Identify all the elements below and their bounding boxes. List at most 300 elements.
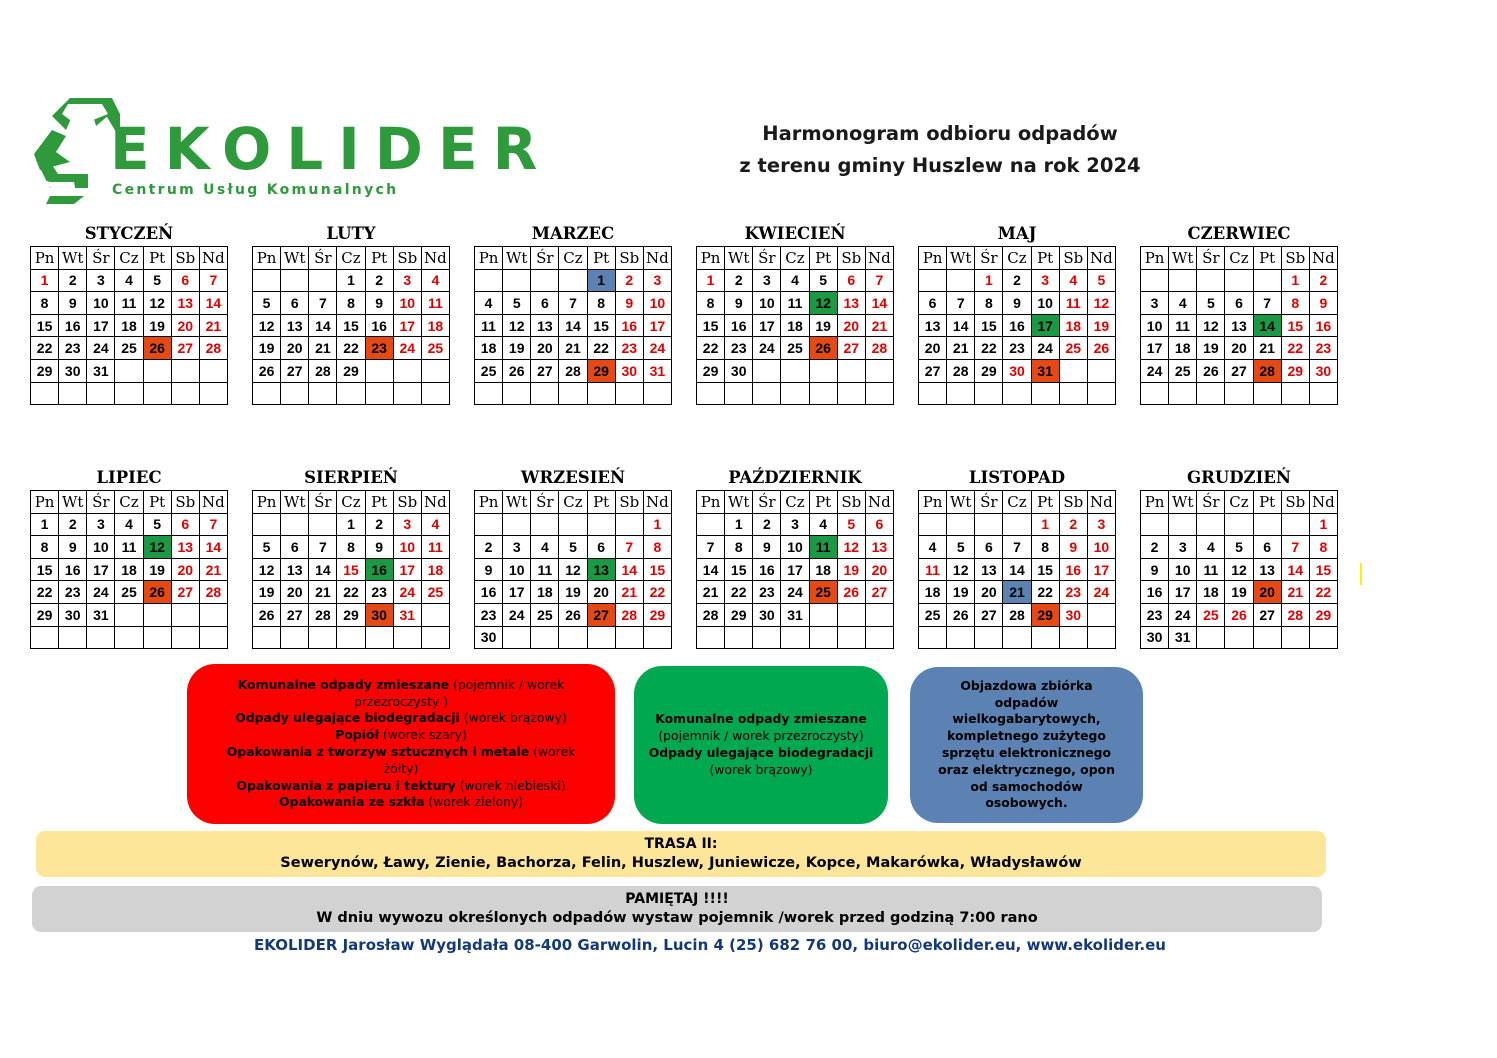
day-cell: 26 (143, 337, 171, 360)
day-cell: 20 (1253, 581, 1281, 604)
day-cell: 14 (199, 292, 227, 315)
empty-day-cell (1169, 269, 1197, 292)
weekday-header: Pn (1141, 491, 1169, 514)
empty-day-cell (559, 269, 587, 292)
empty-day-cell (1059, 359, 1087, 382)
day-cell: 24 (1087, 581, 1115, 604)
day-cell: 26 (947, 603, 975, 626)
weekday-header: Śr (1197, 247, 1225, 270)
weekday-header: Sb (393, 491, 421, 514)
day-cell: 25 (1169, 359, 1197, 382)
weekday-header: Cz (559, 247, 587, 270)
day-cell: 12 (253, 558, 281, 581)
day-cell: 12 (809, 292, 837, 315)
weekday-header: Wt (947, 247, 975, 270)
week-row (31, 603, 228, 626)
day-cell: 12 (947, 558, 975, 581)
day-cell: 6 (281, 536, 309, 559)
day-cell: 24 (87, 581, 115, 604)
empty-day-cell (115, 359, 143, 382)
day-cell: 11 (919, 558, 947, 581)
container-type: (pojemnik / worek przezroczysty ) (353, 676, 565, 709)
weekday-header: Pt (365, 491, 393, 514)
day-cell: 24 (1031, 337, 1059, 360)
day-cell: 12 (503, 314, 531, 337)
day-cell: 22 (975, 337, 1003, 360)
day-cell: 20 (281, 337, 309, 360)
day-cell: 17 (1141, 337, 1169, 360)
day-cell: 19 (253, 337, 281, 360)
day-cell: 26 (837, 581, 865, 604)
day-cell: 17 (643, 314, 671, 337)
day-cell: 28 (865, 337, 893, 360)
day-cell: 7 (309, 292, 337, 315)
legend-line (648, 745, 874, 779)
container-type: (pojemnik / worek przezroczysty) (658, 728, 864, 744)
day-cell: 28 (199, 581, 227, 604)
day-cell: 29 (697, 359, 725, 382)
month-table (252, 246, 450, 405)
day-cell: 1 (725, 513, 753, 536)
day-cell: 8 (31, 536, 59, 559)
weekday-header: Cz (781, 247, 809, 270)
day-cell: 21 (1281, 581, 1309, 604)
day-cell: 24 (393, 581, 421, 604)
day-cell: 5 (143, 513, 171, 536)
week-row (253, 536, 450, 559)
day-cell: 8 (1281, 292, 1309, 315)
empty-day-cell (781, 626, 809, 649)
day-cell: 22 (31, 581, 59, 604)
week-row (697, 626, 894, 649)
weekday-header: Wt (59, 491, 87, 514)
day-cell: 4 (115, 513, 143, 536)
week-row (919, 337, 1116, 360)
legend-line (217, 794, 585, 811)
day-cell: 23 (365, 581, 393, 604)
empty-day-cell (503, 513, 531, 536)
day-cell: 21 (1003, 581, 1031, 604)
container-type: (worek szary) (378, 727, 467, 743)
day-cell: 12 (1087, 292, 1115, 315)
empty-day-cell (947, 382, 975, 405)
week-row (919, 626, 1116, 649)
day-cell: 25 (531, 603, 559, 626)
empty-day-cell (1003, 626, 1031, 649)
month-name: WRZESIEŃ (520, 468, 626, 487)
day-cell: 15 (1031, 558, 1059, 581)
day-cell: 2 (365, 269, 393, 292)
day-cell: 21 (199, 314, 227, 337)
empty-day-cell (199, 603, 227, 626)
empty-day-cell (1169, 382, 1197, 405)
weekday-header: Pn (475, 247, 503, 270)
empty-day-cell (1253, 382, 1281, 405)
day-cell: 19 (559, 581, 587, 604)
day-cell: 4 (421, 513, 449, 536)
weekday-header: Pn (1141, 247, 1169, 270)
empty-day-cell (393, 359, 421, 382)
week-row (31, 536, 228, 559)
day-cell: 8 (31, 292, 59, 315)
empty-day-cell (865, 382, 893, 405)
day-cell: 13 (171, 292, 199, 315)
day-cell: 23 (1059, 581, 1087, 604)
day-cell: 23 (753, 581, 781, 604)
day-cell: 26 (1087, 337, 1115, 360)
week-row (253, 382, 450, 405)
day-cell: 3 (393, 269, 421, 292)
day-cell: 21 (697, 581, 725, 604)
day-cell: 25 (781, 337, 809, 360)
week-row (697, 314, 894, 337)
empty-day-cell (309, 269, 337, 292)
empty-day-cell (1141, 513, 1169, 536)
day-cell: 3 (1087, 513, 1115, 536)
legend-line (217, 710, 585, 727)
day-cell: 28 (1281, 603, 1309, 626)
empty-day-cell (281, 626, 309, 649)
weekday-header: Pn (697, 247, 725, 270)
month-name: STYCZEŃ (84, 224, 174, 243)
empty-day-cell (1197, 269, 1225, 292)
month-table (252, 490, 450, 649)
day-cell: 7 (1281, 536, 1309, 559)
logo-subtitle: Centrum Usług Komunalnych (112, 182, 399, 198)
month-table (1140, 246, 1338, 405)
day-cell: 1 (587, 269, 615, 292)
empty-day-cell (1031, 626, 1059, 649)
company-contact-footer: EKOLIDER Jarosław Wyglądała 08-400 Garwolin, Lucin 4 (25) 682 76 00, biuro@ekolider.eu, www.ekolider.eu (254, 936, 1166, 954)
day-cell: 14 (697, 558, 725, 581)
day-cell: 13 (281, 314, 309, 337)
day-cell: 7 (199, 513, 227, 536)
weekday-header: Śr (87, 491, 115, 514)
day-cell: 23 (1141, 603, 1169, 626)
weekday-header: Cz (337, 491, 365, 514)
empty-day-cell (143, 603, 171, 626)
weekday-header: Wt (503, 247, 531, 270)
day-cell: 31 (87, 359, 115, 382)
weekday-header: Pn (31, 247, 59, 270)
weekday-header: Nd (199, 247, 227, 270)
day-cell: 10 (393, 536, 421, 559)
weekday-header-row (1141, 491, 1338, 514)
empty-day-cell (199, 626, 227, 649)
day-cell: 8 (337, 292, 365, 315)
empty-day-cell (475, 513, 503, 536)
day-cell: 27 (281, 359, 309, 382)
day-cell: 24 (393, 337, 421, 360)
weekday-header: Sb (393, 247, 421, 270)
empty-day-cell (421, 603, 449, 626)
day-cell: 21 (309, 337, 337, 360)
month-calendar (918, 223, 1116, 405)
day-cell: 19 (837, 558, 865, 581)
empty-day-cell (1309, 382, 1337, 405)
day-cell: 13 (171, 536, 199, 559)
empty-day-cell (503, 626, 531, 649)
empty-day-cell (503, 382, 531, 405)
empty-day-cell (253, 382, 281, 405)
month-calendar (696, 223, 894, 405)
month-calendar (252, 223, 450, 405)
weekday-header: Śr (531, 247, 559, 270)
day-cell: 19 (253, 581, 281, 604)
day-cell: 16 (753, 558, 781, 581)
empty-day-cell (1059, 382, 1087, 405)
day-cell: 30 (365, 603, 393, 626)
empty-day-cell (31, 382, 59, 405)
weekday-header-row (31, 247, 228, 270)
week-row (475, 603, 672, 626)
day-cell: 21 (309, 581, 337, 604)
weekday-header: Śr (753, 247, 781, 270)
weekday-header-row (253, 491, 450, 514)
day-cell: 15 (587, 314, 615, 337)
day-cell: 22 (1309, 581, 1337, 604)
day-cell: 1 (337, 269, 365, 292)
empty-day-cell (559, 626, 587, 649)
weekday-header: Nd (865, 491, 893, 514)
legend-line (217, 727, 585, 744)
day-cell: 11 (475, 314, 503, 337)
day-cell: 18 (809, 558, 837, 581)
empty-day-cell (115, 626, 143, 649)
empty-day-cell (337, 382, 365, 405)
empty-day-cell (421, 626, 449, 649)
day-cell: 2 (1059, 513, 1087, 536)
day-cell: 12 (559, 558, 587, 581)
day-cell: 29 (587, 359, 615, 382)
empty-day-cell (1253, 513, 1281, 536)
day-cell: 26 (559, 603, 587, 626)
month-table (918, 246, 1116, 405)
waste-type: Komunalne odpady zmieszane (237, 676, 450, 692)
week-row (1141, 513, 1338, 536)
day-cell: 4 (1169, 292, 1197, 315)
day-cell: 9 (365, 536, 393, 559)
day-cell: 5 (1197, 292, 1225, 315)
weekday-header: Nd (1309, 491, 1337, 514)
month-name: CZERWIEC (1187, 224, 1291, 243)
container-type: (worek zielony) (424, 794, 524, 810)
empty-day-cell (615, 382, 643, 405)
day-cell: 1 (1031, 513, 1059, 536)
day-cell: 23 (59, 581, 87, 604)
day-cell: 26 (253, 359, 281, 382)
weekday-header: Cz (1003, 491, 1031, 514)
day-cell: 8 (1309, 536, 1337, 559)
container-type: (worek brązowy) (459, 710, 567, 726)
day-cell: 5 (837, 513, 865, 536)
legend-mixed-and-bio (634, 666, 888, 824)
day-cell: 23 (725, 337, 753, 360)
empty-day-cell (837, 626, 865, 649)
empty-day-cell (337, 626, 365, 649)
day-cell: 6 (865, 513, 893, 536)
day-cell: 3 (753, 269, 781, 292)
route-title: TRASA II: (644, 836, 718, 852)
week-row (253, 558, 450, 581)
day-cell: 27 (531, 359, 559, 382)
month-name: LISTOPAD (968, 468, 1066, 487)
day-cell: 22 (1031, 581, 1059, 604)
weekday-header-row (253, 247, 450, 270)
legend-bulky-waste (910, 667, 1143, 823)
reminder-text: W dniu wywozu określonych odpadów wystaw pojemnik /worek przed godziną 7:00 rano (316, 910, 1038, 926)
week-row (1141, 536, 1338, 559)
month-name: MARZEC (531, 224, 615, 243)
day-cell: 8 (725, 536, 753, 559)
day-cell: 1 (1309, 513, 1337, 536)
empty-day-cell (1169, 513, 1197, 536)
waste-type: Opakowania z papieru i tektury (236, 777, 456, 793)
day-cell: 17 (781, 558, 809, 581)
day-cell: 6 (531, 292, 559, 315)
month-calendar (252, 467, 450, 649)
weekday-header: Sb (171, 491, 199, 514)
month-table (30, 490, 228, 649)
day-cell: 18 (1169, 337, 1197, 360)
legend-bulky-text: Objazdowa zbiórka odpadów wielkogabarytowych, kompletnego zużytego sprzętu elektronicznego oraz elektrycznego, opon od samochodów osobowych. (938, 677, 1115, 811)
empty-day-cell (143, 626, 171, 649)
day-cell: 17 (1031, 314, 1059, 337)
day-cell: 10 (753, 292, 781, 315)
week-row (253, 337, 450, 360)
day-cell: 17 (87, 314, 115, 337)
day-cell: 16 (1059, 558, 1087, 581)
empty-day-cell (615, 626, 643, 649)
day-cell: 2 (475, 536, 503, 559)
weekday-header-row (919, 247, 1116, 270)
day-cell: 27 (1253, 603, 1281, 626)
empty-day-cell (1087, 626, 1115, 649)
day-cell: 4 (475, 292, 503, 315)
empty-day-cell (309, 626, 337, 649)
empty-day-cell (837, 603, 865, 626)
week-row (475, 337, 672, 360)
day-cell: 29 (31, 603, 59, 626)
day-cell: 14 (309, 314, 337, 337)
empty-day-cell (1031, 382, 1059, 405)
empty-day-cell (947, 513, 975, 536)
empty-day-cell (31, 626, 59, 649)
empty-day-cell (809, 603, 837, 626)
empty-day-cell (697, 382, 725, 405)
weekday-header: Pn (31, 491, 59, 514)
week-row (1141, 603, 1338, 626)
weekday-header: Pn (253, 491, 281, 514)
day-cell: 7 (865, 269, 893, 292)
weekday-header: Nd (421, 491, 449, 514)
empty-day-cell (1141, 269, 1169, 292)
day-cell: 17 (1169, 581, 1197, 604)
day-cell: 9 (753, 536, 781, 559)
weekday-header: Cz (559, 491, 587, 514)
week-row (475, 269, 672, 292)
weekday-header: Pt (365, 247, 393, 270)
day-cell: 6 (171, 269, 199, 292)
day-cell: 18 (531, 581, 559, 604)
empty-day-cell (1225, 513, 1253, 536)
week-row (31, 269, 228, 292)
week-row (919, 269, 1116, 292)
reminder-title: PAMIĘTAJ !!!! (625, 891, 729, 907)
day-cell: 15 (643, 558, 671, 581)
week-row (31, 314, 228, 337)
weekday-header-row (697, 247, 894, 270)
day-cell: 5 (1087, 269, 1115, 292)
day-cell: 18 (421, 314, 449, 337)
day-cell: 20 (171, 314, 199, 337)
day-cell: 3 (643, 269, 671, 292)
day-cell: 10 (87, 292, 115, 315)
day-cell: 14 (947, 314, 975, 337)
empty-day-cell (781, 382, 809, 405)
day-cell: 2 (59, 269, 87, 292)
day-cell: 20 (587, 581, 615, 604)
empty-day-cell (865, 359, 893, 382)
day-cell: 24 (643, 337, 671, 360)
empty-day-cell (697, 513, 725, 536)
empty-day-cell (253, 626, 281, 649)
day-cell: 4 (781, 269, 809, 292)
day-cell: 7 (615, 536, 643, 559)
month-name: KWIECIEŃ (744, 224, 846, 243)
day-cell: 22 (643, 581, 671, 604)
weekday-header: Cz (115, 491, 143, 514)
day-cell: 20 (281, 581, 309, 604)
day-cell: 8 (697, 292, 725, 315)
week-row (253, 359, 450, 382)
day-cell: 2 (753, 513, 781, 536)
day-cell: 9 (59, 536, 87, 559)
weekday-header-row (697, 491, 894, 514)
empty-day-cell (199, 359, 227, 382)
weekday-header: Wt (503, 491, 531, 514)
day-cell: 8 (643, 536, 671, 559)
day-cell: 13 (1225, 314, 1253, 337)
week-row (31, 382, 228, 405)
day-cell: 16 (475, 581, 503, 604)
empty-day-cell (919, 269, 947, 292)
day-cell: 20 (531, 337, 559, 360)
day-cell: 29 (1281, 359, 1309, 382)
day-cell: 22 (1281, 337, 1309, 360)
day-cell: 14 (199, 536, 227, 559)
day-cell: 23 (59, 337, 87, 360)
day-cell: 20 (171, 558, 199, 581)
weekday-header: Pt (1031, 247, 1059, 270)
day-cell: 9 (1059, 536, 1087, 559)
empty-day-cell (59, 626, 87, 649)
empty-day-cell (1003, 513, 1031, 536)
day-cell: 9 (1003, 292, 1031, 315)
empty-day-cell (421, 382, 449, 405)
week-row (697, 581, 894, 604)
day-cell: 28 (615, 603, 643, 626)
empty-day-cell (143, 382, 171, 405)
empty-day-cell (365, 359, 393, 382)
waste-type: Opakowania z tworzyw sztucznych i metale (226, 744, 530, 759)
month-calendar (696, 467, 894, 649)
empty-day-cell (975, 626, 1003, 649)
day-cell: 24 (781, 581, 809, 604)
day-cell: 10 (643, 292, 671, 315)
day-cell: 19 (143, 314, 171, 337)
day-cell: 15 (697, 314, 725, 337)
